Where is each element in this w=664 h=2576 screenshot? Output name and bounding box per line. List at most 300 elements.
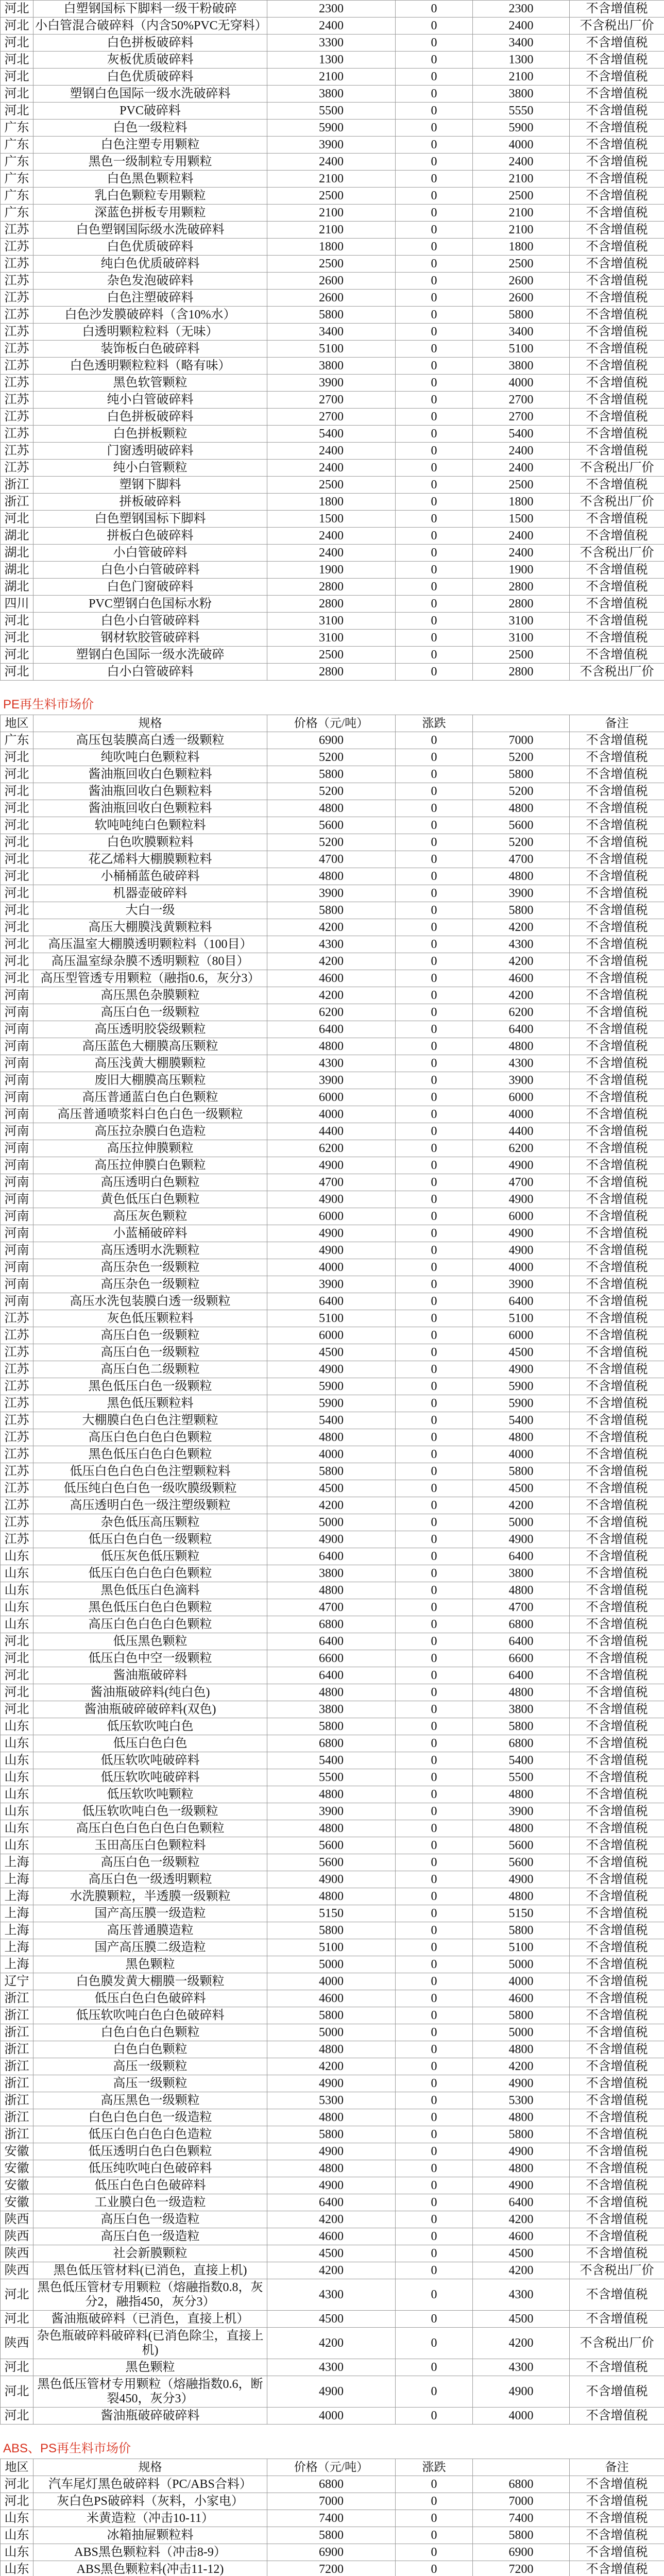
spec-cell: 低压软吹吨颗粒 <box>33 1786 267 1803</box>
table-row <box>1 239 664 256</box>
price2-cell: 5900 <box>473 1378 570 1395</box>
spec-cell: 白色透明颗粒粒料（略有味） <box>33 358 267 375</box>
price2-cell: 4900 <box>473 1242 570 1259</box>
spec-cell: 高压黑色一级颗粒 <box>33 2092 267 2109</box>
note-cell: 不含增值税 <box>570 647 664 664</box>
note-cell: 不含增值税 <box>570 2075 664 2092</box>
price2-cell: 7400 <box>473 2510 570 2527</box>
region-cell: 河南 <box>1 987 33 1004</box>
price-cell: 3800 <box>267 1565 396 1582</box>
note-cell: 不含增值税 <box>570 239 664 256</box>
table-row <box>1 2143 664 2160</box>
price2-cell: 2500 <box>473 477 570 494</box>
note-cell: 不含增值税 <box>570 630 664 647</box>
table-row <box>1 154 664 171</box>
table-row <box>1 188 664 205</box>
spec-cell: 低压白色白色 <box>33 1735 267 1752</box>
price-cell: 5000 <box>267 1514 396 1531</box>
spec-cell: 黑色颗粒 <box>33 1956 267 1973</box>
price-cell: 4700 <box>267 851 396 868</box>
spec-cell: 低压灰色低压颗粒 <box>33 1548 267 1565</box>
region-cell: 江苏 <box>1 324 33 341</box>
table-row <box>1 766 664 783</box>
region-cell: 江苏 <box>1 443 33 460</box>
note-cell: 不含增值税 <box>570 2058 664 2075</box>
change-cell: 0 <box>396 528 473 545</box>
note-cell: 不含增值税 <box>570 358 664 375</box>
change-cell: 0 <box>396 1718 473 1735</box>
table-row <box>1 103 664 120</box>
spec-cell: 纯白色优质破碎料 <box>33 256 267 273</box>
change-cell: 0 <box>396 2311 473 2328</box>
note-cell: 不含增值税 <box>570 1174 664 1191</box>
price2-cell: 2400 <box>473 443 570 460</box>
spec-cell: 高压温室大棚膜透明颗粒料（100目） <box>33 936 267 953</box>
change-cell: 0 <box>396 1123 473 1140</box>
spec-cell: PVC塑钢白色国标水粉 <box>33 596 267 613</box>
region-cell: 江苏 <box>1 1327 33 1344</box>
table-row <box>1 494 664 511</box>
price2-cell: 3400 <box>473 324 570 341</box>
price-cell: 3800 <box>267 86 396 103</box>
abs-ps-section-title: ABS、PS再生料市场价 <box>3 2442 131 2455</box>
price2-cell: 6800 <box>473 1616 570 1633</box>
region-cell: 江苏 <box>1 256 33 273</box>
region-cell: 河南 <box>1 1191 33 1208</box>
region-cell: 浙江 <box>1 2024 33 2041</box>
price-cell: 4800 <box>267 868 396 885</box>
change-cell: 0 <box>396 2092 473 2109</box>
region-cell: 河北 <box>1 868 33 885</box>
region-cell: 陕西 <box>1 2228 33 2245</box>
change-cell: 0 <box>396 1769 473 1786</box>
price2-cell: 5800 <box>473 766 570 783</box>
region-cell: 上海 <box>1 1854 33 1871</box>
change-cell: 0 <box>396 392 473 409</box>
change-cell: 0 <box>396 630 473 647</box>
region-cell: 河北 <box>1 1701 33 1718</box>
region-cell: 山东 <box>1 1837 33 1854</box>
price-cell: 4900 <box>267 2143 396 2160</box>
change-cell: 0 <box>396 2279 473 2311</box>
change-cell: 0 <box>396 936 473 953</box>
table-row <box>1 69 664 86</box>
price-cell: 3100 <box>267 613 396 630</box>
spec-cell: 冰箱抽屉颗粒料 <box>33 2527 267 2544</box>
spec-cell: 白色吹膜颗粒料 <box>33 834 267 851</box>
table-row <box>1 375 664 392</box>
region-cell: 河北 <box>1 613 33 630</box>
price2-cell: 2800 <box>473 596 570 613</box>
spec-cell: 高压杂色一级颗粒 <box>33 1276 267 1293</box>
price2-cell: 6000 <box>473 1327 570 1344</box>
price2-cell: 4000 <box>473 1446 570 1463</box>
price-cell: 3900 <box>267 885 396 902</box>
region-cell: 河南 <box>1 1021 33 1038</box>
price-cell: 7400 <box>267 2510 396 2527</box>
table-row <box>1 1667 664 1684</box>
change-cell: 0 <box>396 1480 473 1497</box>
note-cell: 不含增值税 <box>570 868 664 885</box>
price-cell: 2800 <box>267 596 396 613</box>
note-cell: 不含增值税 <box>570 1497 664 1514</box>
price-cell: 6900 <box>267 2544 396 2561</box>
region-cell: 河北 <box>1 851 33 868</box>
price-cell: 3300 <box>267 35 396 52</box>
region-cell: 山东 <box>1 1616 33 1633</box>
spec-cell: 高压白色一级颗粒 <box>33 1854 267 1871</box>
price2-cell: 6800 <box>473 2476 570 2493</box>
change-cell: 0 <box>396 1667 473 1684</box>
price2-cell: 5800 <box>473 1463 570 1480</box>
price2-cell: 4800 <box>473 868 570 885</box>
region-cell: 广东 <box>1 154 33 171</box>
change-cell: 0 <box>396 1293 473 1310</box>
change-cell: 0 <box>396 1429 473 1446</box>
table-row <box>1 1276 664 1293</box>
note-cell: 不含增值税 <box>570 477 664 494</box>
change-cell: 0 <box>396 885 473 902</box>
note-cell: 不含增值税 <box>570 375 664 392</box>
spec-cell: 国产高压膜二级造粒 <box>33 1939 267 1956</box>
change-cell: 0 <box>396 596 473 613</box>
spec-cell: 白色优质破碎料 <box>33 69 267 86</box>
region-cell: 广东 <box>1 171 33 188</box>
price2-cell: 4600 <box>473 2228 570 2245</box>
price-cell: 2800 <box>267 664 396 681</box>
spec-cell: 小白管破碎料 <box>33 545 267 562</box>
change-cell: 0 <box>396 545 473 562</box>
price-cell: 5000 <box>267 1956 396 1973</box>
price-cell: 4000 <box>267 2408 396 2425</box>
spec-cell: 白色白色白色颗粒 <box>33 2024 267 2041</box>
spec-cell: 白色小白管破碎料 <box>33 613 267 630</box>
region-cell: 陕西 <box>1 2328 33 2359</box>
region-cell: 湖北 <box>1 579 33 596</box>
price2-cell: 5200 <box>473 749 570 766</box>
table-row <box>1 1463 664 1480</box>
note-cell: 不含增值税 <box>570 1837 664 1854</box>
change-cell: 0 <box>396 1038 473 1055</box>
note-cell: 不含增值税 <box>570 851 664 868</box>
region-cell: 山东 <box>1 2527 33 2544</box>
price-cell: 1800 <box>267 239 396 256</box>
table-row <box>1 205 664 222</box>
price-cell: 2100 <box>267 171 396 188</box>
price2-cell: 4800 <box>473 800 570 817</box>
price-cell: 2400 <box>267 460 396 477</box>
note-cell: 不含增值税 <box>570 953 664 970</box>
table-row <box>1 341 664 358</box>
spec-cell: 低压软吹吨破碎料 <box>33 1752 267 1769</box>
table-row <box>1 1089 664 1106</box>
table-row <box>1 970 664 987</box>
price2-cell: 3400 <box>473 35 570 52</box>
change-cell: 0 <box>396 2476 473 2493</box>
price-cell: 6000 <box>267 1089 396 1106</box>
table-row <box>1 2510 664 2527</box>
price2-cell: 5800 <box>473 1718 570 1735</box>
table-row <box>1 2109 664 2126</box>
change-cell: 0 <box>396 2109 473 2126</box>
spec-cell: 酱油瓶回收白色颗粒料 <box>33 783 267 800</box>
price2-cell: 4600 <box>473 1990 570 2007</box>
note-cell: 不含增值税 <box>570 1939 664 1956</box>
region-cell: 河北 <box>1 35 33 52</box>
spec-cell: 高压白色二级颗粒 <box>33 1361 267 1378</box>
spec-cell: 低压黑色颗粒 <box>33 1633 267 1650</box>
table-row <box>1 1344 664 1361</box>
spec-cell: 高压型管透专用颗粒（融指0.6，灰分3） <box>33 970 267 987</box>
note-cell: 不含增值税 <box>570 1786 664 1803</box>
table-row <box>1 222 664 239</box>
price-cell: 3100 <box>267 630 396 647</box>
note-cell: 不含增值税 <box>570 1395 664 1412</box>
note-cell: 不含增值税 <box>570 426 664 443</box>
spec-cell: 花乙烯料大棚膜颗粒料 <box>33 851 267 868</box>
table-row <box>1 1956 664 1973</box>
spec-cell: 高压一级颗粒 <box>33 2058 267 2075</box>
table-row <box>1 1633 664 1650</box>
spec-cell: 国产高压膜一级造粒 <box>33 1905 267 1922</box>
note-cell: 不含增值税 <box>570 2143 664 2160</box>
region-cell: 河北 <box>1 1650 33 1667</box>
table-row <box>1 1446 664 1463</box>
price-cell: 5800 <box>267 2007 396 2024</box>
spec-cell: 社会新膜颗粒 <box>33 2245 267 2262</box>
change-cell: 0 <box>396 1463 473 1480</box>
change-cell: 0 <box>396 2041 473 2058</box>
region-cell: 浙江 <box>1 2109 33 2126</box>
region-cell: 河北 <box>1 69 33 86</box>
change-cell: 0 <box>396 2493 473 2510</box>
price-cell: 5800 <box>267 902 396 919</box>
note-cell: 不含增值税 <box>570 1565 664 1582</box>
note-cell: 不含增值税 <box>570 1123 664 1140</box>
table-row <box>1 1735 664 1752</box>
region-cell: 山东 <box>1 2544 33 2561</box>
change-cell: 0 <box>396 1939 473 1956</box>
table-row <box>1 18 664 35</box>
spec-cell: 酱油瓶破碎料（已消色，直接上机） <box>33 2311 267 2328</box>
price-cell: 6400 <box>267 1548 396 1565</box>
note-cell: 不含增值税 <box>570 902 664 919</box>
spec-cell: 黑色一级制粒专用颗粒 <box>33 154 267 171</box>
region-cell: 江苏 <box>1 1412 33 1429</box>
price-cell: 5800 <box>267 1922 396 1939</box>
spec-cell: 白色拼板破碎料 <box>33 409 267 426</box>
price-cell: 3900 <box>267 1276 396 1293</box>
note-cell: 不含增值税 <box>570 1072 664 1089</box>
price-cell: 5900 <box>267 1395 396 1412</box>
table-row <box>1 2228 664 2245</box>
table-row <box>1 1021 664 1038</box>
change-cell: 0 <box>396 987 473 1004</box>
spec-cell: ABS黑色颗粒料（冲击8-9） <box>33 2544 267 2561</box>
spec-cell: 小桶桶蓝色破碎料 <box>33 868 267 885</box>
header-price2-cell <box>473 715 570 732</box>
table-row <box>1 1208 664 1225</box>
spec-cell: 高压水洗包装膜白透一级颗粒 <box>33 1293 267 1310</box>
price-cell: 4800 <box>267 2041 396 2058</box>
note-cell: 不含增值税 <box>570 307 664 324</box>
note-cell: 不含增值税 <box>570 2092 664 2109</box>
price2-cell: 4300 <box>473 936 570 953</box>
note-cell: 不含增值税 <box>570 1429 664 1446</box>
note-cell: 不含增值税 <box>570 2527 664 2544</box>
table-row <box>1 545 664 562</box>
spec-cell: 白色一级粒料 <box>33 120 267 137</box>
change-cell: 0 <box>396 2228 473 2245</box>
header-note-cell: 备注 <box>570 715 664 732</box>
region-cell: 江苏 <box>1 341 33 358</box>
spec-cell: 白色门窗破碎料 <box>33 579 267 596</box>
price2-cell: 4000 <box>473 375 570 392</box>
change-cell: 0 <box>396 2510 473 2527</box>
note-cell: 不含增值税 <box>570 2408 664 2425</box>
region-cell: 山东 <box>1 1565 33 1582</box>
price-cell: 3800 <box>267 1701 396 1718</box>
spec-cell: 高压黑色杂膜颗粒 <box>33 987 267 1004</box>
change-cell: 0 <box>396 2058 473 2075</box>
table-row <box>1 2041 664 2058</box>
note-cell: 不含增值税 <box>570 2160 664 2177</box>
price-cell: 6000 <box>267 1327 396 1344</box>
price2-cell: 4900 <box>473 2075 570 2092</box>
table-row <box>1 273 664 290</box>
table-row <box>1 664 664 681</box>
price2-cell: 3900 <box>473 885 570 902</box>
change-cell: 0 <box>396 1089 473 1106</box>
spec-cell: 深蓝色拼板专用颗粒 <box>33 205 267 222</box>
note-cell: 不含增值税 <box>570 1922 664 1939</box>
table-row <box>1 1582 664 1599</box>
price-cell: 4800 <box>267 1038 396 1055</box>
spec-cell: 高压普通喷浆料白色白色一级颗粒 <box>33 1106 267 1123</box>
change-cell: 0 <box>396 239 473 256</box>
spec-cell: 黄色低压白色颗粒 <box>33 1191 267 1208</box>
change-cell: 0 <box>396 1378 473 1395</box>
note-cell: 不含增值税 <box>570 2109 664 2126</box>
change-cell: 0 <box>396 1514 473 1531</box>
spec-cell: 低压软吹吨白色白色破碎料 <box>33 2007 267 2024</box>
price-cell: 4900 <box>267 1871 396 1888</box>
price-cell: 2300 <box>267 1 396 18</box>
region-cell: 浙江 <box>1 477 33 494</box>
price-cell: 2800 <box>267 579 396 596</box>
price2-cell: 3900 <box>473 1072 570 1089</box>
change-cell: 0 <box>396 1344 473 1361</box>
region-cell: 安徽 <box>1 2160 33 2177</box>
price2-cell: 4900 <box>473 1157 570 1174</box>
price2-cell: 3800 <box>473 86 570 103</box>
region-cell: 浙江 <box>1 2075 33 2092</box>
table-row <box>1 2476 664 2493</box>
change-cell: 0 <box>396 1650 473 1667</box>
region-cell: 河北 <box>1 2376 33 2408</box>
note-cell: 不含增值税 <box>570 2359 664 2376</box>
note-cell: 不含税出厂价 <box>570 664 664 681</box>
region-cell: 陕西 <box>1 2211 33 2228</box>
price-cell: 5000 <box>267 2024 396 2041</box>
spec-cell: 塑钢下脚料 <box>33 477 267 494</box>
change-cell: 0 <box>396 1548 473 1565</box>
region-cell: 广东 <box>1 188 33 205</box>
price2-cell: 5550 <box>473 103 570 120</box>
spec-cell: 装饰板白色破碎料 <box>33 341 267 358</box>
note-cell: 不含增值税 <box>570 885 664 902</box>
spec-cell: 低压白色白色一级颗粒 <box>33 1531 267 1548</box>
table-row <box>1 885 664 902</box>
price-cell: 4800 <box>267 1582 396 1599</box>
price-cell: 5600 <box>267 1837 396 1854</box>
price2-cell: 4200 <box>473 953 570 970</box>
table-row <box>1 1854 664 1871</box>
spec-cell: 高压普通膜造粒 <box>33 1922 267 1939</box>
note-cell: 不含增值税 <box>570 1514 664 1531</box>
region-cell: 浙江 <box>1 2007 33 2024</box>
note-cell: 不含增值税 <box>570 1599 664 1616</box>
price2-cell: 4000 <box>473 137 570 154</box>
price2-cell: 5150 <box>473 1905 570 1922</box>
spec-cell: 工业膜白色一级造粒 <box>33 2194 267 2211</box>
price-cell: 2400 <box>267 528 396 545</box>
note-cell: 不含增值税 <box>570 35 664 52</box>
price2-cell: 3900 <box>473 1803 570 1820</box>
table-row <box>1 52 664 69</box>
change-cell: 0 <box>396 1956 473 1973</box>
note-cell: 不含增值税 <box>570 137 664 154</box>
spec-cell: 高压拉伸膜颗粒 <box>33 1140 267 1157</box>
change-cell: 0 <box>396 2561 473 2576</box>
region-cell: 河北 <box>1 817 33 834</box>
price2-cell: 6400 <box>473 1667 570 1684</box>
table-row <box>1 2211 664 2228</box>
price-cell: 4200 <box>267 2328 396 2359</box>
price2-cell: 5400 <box>473 1752 570 1769</box>
note-cell: 不含增值税 <box>570 188 664 205</box>
table-row <box>1 2408 664 2425</box>
price2-cell: 6200 <box>473 1004 570 1021</box>
spec-cell: 低压软吹吨破碎料 <box>33 1769 267 1786</box>
table-row <box>1 1837 664 1854</box>
price2-cell: 5800 <box>473 2126 570 2143</box>
table-row <box>1 783 664 800</box>
note-cell: 不含增值税 <box>570 1140 664 1157</box>
change-cell: 0 <box>396 426 473 443</box>
note-cell: 不含增值税 <box>570 834 664 851</box>
note-cell: 不含增值税 <box>570 1871 664 1888</box>
table-row <box>1 1497 664 1514</box>
price-cell: 5800 <box>267 307 396 324</box>
region-cell: 江苏 <box>1 392 33 409</box>
price-cell: 5100 <box>267 1310 396 1327</box>
price-cell: 5300 <box>267 2092 396 2109</box>
change-cell: 0 <box>396 137 473 154</box>
table-row <box>1 919 664 936</box>
change-cell: 0 <box>396 1021 473 1038</box>
table-row <box>1 1140 664 1157</box>
price2-cell: 5800 <box>473 2527 570 2544</box>
region-cell: 河北 <box>1 834 33 851</box>
change-cell: 0 <box>396 1582 473 1599</box>
note-cell: 不含增值税 <box>570 1480 664 1497</box>
region-cell: 陕西 <box>1 2262 33 2279</box>
note-cell: 不含增值税 <box>570 596 664 613</box>
change-cell: 0 <box>396 817 473 834</box>
price2-cell: 5900 <box>473 120 570 137</box>
spec-cell: 高压透明白色颗粒 <box>33 1174 267 1191</box>
